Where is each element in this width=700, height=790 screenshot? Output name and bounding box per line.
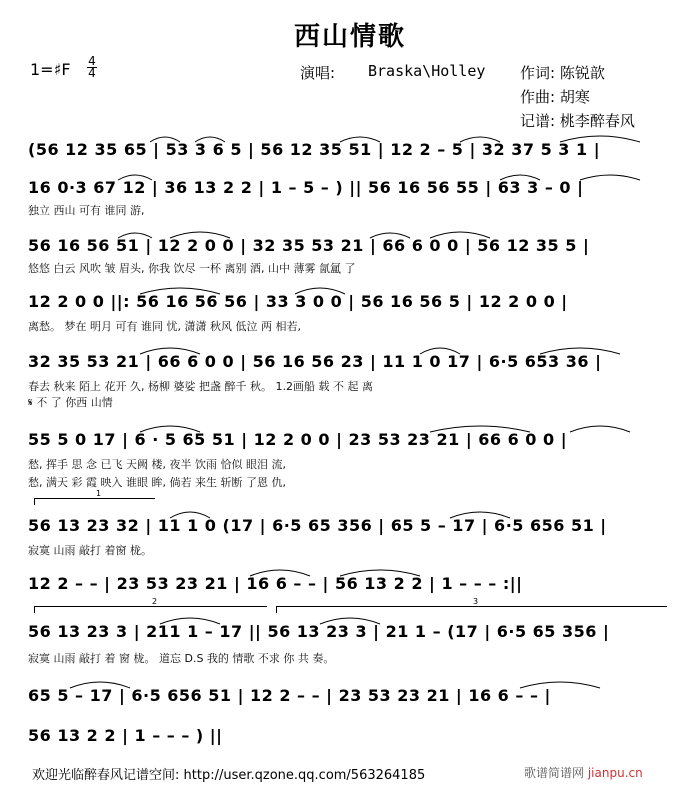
notes-row-10: 65 5 – 17 | 6·5 656 51 | 12 2 – – | 23 53 23 21 | 16 6 – – | xyxy=(28,686,551,705)
lyrics-row-3: 悠悠 白云 风吹 皱 眉头, 你我 饮尽 一杯 离别 酒, 山中 薄雾 氤氲 了 xyxy=(28,262,356,275)
song-title: 西山情歌 xyxy=(293,22,406,52)
volta-first-number: 1 xyxy=(96,489,102,498)
lyricist-credit: 作词: 陈锐歆 xyxy=(520,64,605,82)
lyrics-row-5b: 𝄋 不 了 你西 山情 xyxy=(28,396,113,409)
lyrics-row-6b: 愁, 满天 彩 霞 映入 谁眼 眸, 倘若 来生 斩断 了恩 仇, xyxy=(28,476,286,489)
notes-row-2: 16 0·3 67 12 | 36 13 2 2 | 1 – 5 – ) || 56 16 56 55 | 63 3 – 0 | xyxy=(28,178,584,197)
volta-second-number: 2 xyxy=(152,597,158,606)
volta-third-number: 3 xyxy=(473,597,479,606)
watermark xyxy=(524,764,643,781)
composer-credit: 作曲: 胡寒 xyxy=(520,88,590,106)
volta-third-ending xyxy=(276,597,667,613)
time-signature xyxy=(86,56,98,79)
notes-row-4: 12 2 0 0 ||: 56 16 56 56 | 33 3 0 0 | 56 16 56 5 | 12 2 0 0 | xyxy=(28,292,568,311)
footer-link-text: 欢迎光临醉春风记谱空间: http://user.qzone.qq.com/563264185 xyxy=(32,768,426,783)
transcriber-credit: 记谱: 桃李醉春风 xyxy=(520,112,635,130)
lyrics-row-6a: 愁, 挥手 思 念 已飞 天阙 楼, 夜半 饮雨 恰似 眼泪 流, xyxy=(28,458,286,471)
notes-row-8: 12 2 – – | 23 53 23 21 | 16 6 – – | 56 13 2 2 | 1 – – – :|| xyxy=(28,574,523,593)
notes-row-6: 55 5 0 17 | 6 · 5 65 51 | 12 2 0 0 | 23 53 23 21 | 66 6 0 0 | xyxy=(28,430,568,449)
lyrics-row-5a: 春去 秋来 陌上 花开 久, 杨柳 婆娑 把盏 醉千 秋。 1.2画船 载 不 起 离 xyxy=(28,380,373,393)
notes-row-5: 32 35 53 21 | 66 6 0 0 | 56 16 56 23 | 11 1 0 17 | 6·5 653 36 | xyxy=(28,352,602,371)
lyrics-row-7: 寂寞 山雨 敲打 着窗 栊。 xyxy=(28,544,152,557)
watermark-domain: jianpu.cn xyxy=(587,766,643,780)
lyrics-row-2: 独立 西山 可有 谁同 游, xyxy=(28,204,145,217)
notes-row-11: 56 13 2 2 | 1 – – – ) || xyxy=(28,726,223,745)
meter-top: 4 xyxy=(88,54,96,68)
notes-row-3: 56 16 56 51 | 12 2 0 0 | 32 35 53 21 | 66 6 0 0 | 56 12 35 5 | xyxy=(28,236,590,255)
key-signature: 1=♯F xyxy=(30,60,71,79)
volta-first-ending xyxy=(34,489,155,505)
watermark-site: 歌谱简谱网 xyxy=(524,766,585,780)
volta-second-ending xyxy=(34,597,267,613)
lyrics-row-9: 寂寞 山雨 敲打 着 窗 栊。 道忘 D.S 我的 情歌 不求 你 共 奏。 xyxy=(28,652,335,665)
singer-name: Braska\Holley xyxy=(368,62,486,80)
notes-row-9: 56 13 23 3 | 211 1 – 17 || 56 13 23 3 | 21 1 – (17 | 6·5 65 356 | xyxy=(28,622,610,641)
notes-row-7: 56 13 23 32 | 11 1 0 (17 | 6·5 65 356 | 65 5 – 17 | 6·5 656 51 | xyxy=(28,516,607,535)
meter-bottom: 4 xyxy=(88,66,96,80)
lyrics-row-4: 离愁。 梦在 明月 可有 谁同 忧, 潇潇 秋风 低泣 两 相若, xyxy=(28,320,301,333)
notes-row-1: (56 12 35 65 | 53 3 6 5 | 56 12 35 51 | 12 2 – 5 | 32 37 5 3 1 | xyxy=(28,140,601,159)
singer-label: 演唱: xyxy=(300,64,336,82)
